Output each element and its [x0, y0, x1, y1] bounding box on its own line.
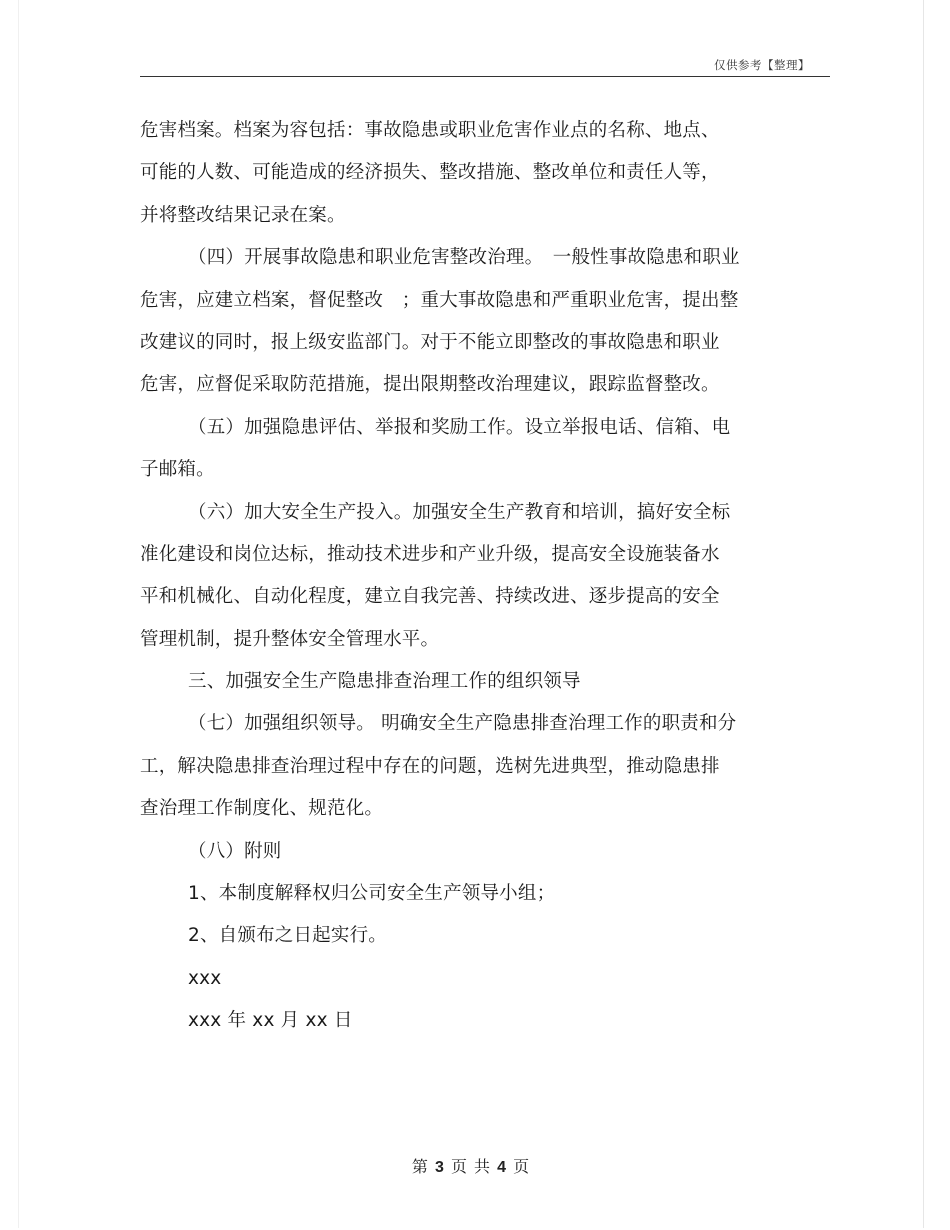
page-footer [19, 1154, 923, 1177]
text-line: 危害，应建立档案，督促整改 ；重大事故隐患和严重职业危害，提出整 [140, 289, 739, 311]
text-line: 1、本制度解释权归公司安全生产领导小组； [188, 883, 556, 905]
text-line: xxx 年 xx 月 xx 日 [188, 1010, 353, 1032]
text-line: （八）附则 [188, 840, 282, 862]
footer-page-number: 3 [434, 1159, 445, 1176]
text-line: 准化建设和岗位达标，推动技术进步和产业升级，提高安全设施装备水 [140, 543, 720, 565]
text-line: （五）加强隐患评估、举报和奖励工作。设立举报电话、信箱、电 [188, 416, 731, 438]
text-line: 2、自颁布之日起实行。 [188, 925, 387, 947]
footer-suffix: 页 [513, 1157, 531, 1176]
text-line: 可能的人数、可能造成的经济损失、整改措施、整改单位和责任人等， [140, 162, 720, 184]
text-line: 改建议的同时，报上级安监部门。对于不能立即整改的事故隐患和职业 [140, 331, 720, 353]
header-note: 仅供参考【整理】 [714, 58, 810, 72]
text-line: xxx [188, 967, 222, 989]
document-body [140, 110, 830, 1043]
text-line: 子邮箱。 [140, 459, 215, 481]
text-line: （四）开展事故隐患和职业危害整改治理。 一般性事故隐患和职业 [188, 247, 740, 269]
text-line: 并将整改结果记录在案。 [140, 204, 346, 226]
footer-middle: 页 共 [450, 1157, 492, 1176]
header-rule [140, 76, 830, 77]
text-line: 危害，应督促采取防范措施，提出限期整改治理建议，跟踪监督整改。 [140, 374, 720, 396]
text-line: 平和机械化、自动化程度，建立自我完善、持续改进、逐步提高的安全 [140, 586, 720, 608]
text-line: 危害档案。档案为容包括：事故隐患或职业危害作业点的名称、地点、 [140, 120, 720, 141]
text-line: （六）加大安全生产投入。加强安全生产教育和培训，搞好安全标 [188, 501, 731, 523]
text-line: （七）加强组织领导。 明确安全生产隐患排查治理工作的职责和分 [188, 713, 737, 735]
footer-prefix: 第 [411, 1157, 429, 1176]
document-page [18, 0, 924, 1228]
text-line: 查治理工作制度化、规范化。 [140, 798, 384, 820]
text-line: 三、加强安全生产隐患排查治理工作的组织领导 [188, 671, 581, 693]
text-line: 管理机制，提升整体安全管理水平。 [140, 628, 440, 650]
footer-page-total: 4 [497, 1159, 508, 1176]
text-line: 工，解决隐患排查治理过程中存在的问题，选树先进典型，推动隐患排 [140, 755, 720, 777]
